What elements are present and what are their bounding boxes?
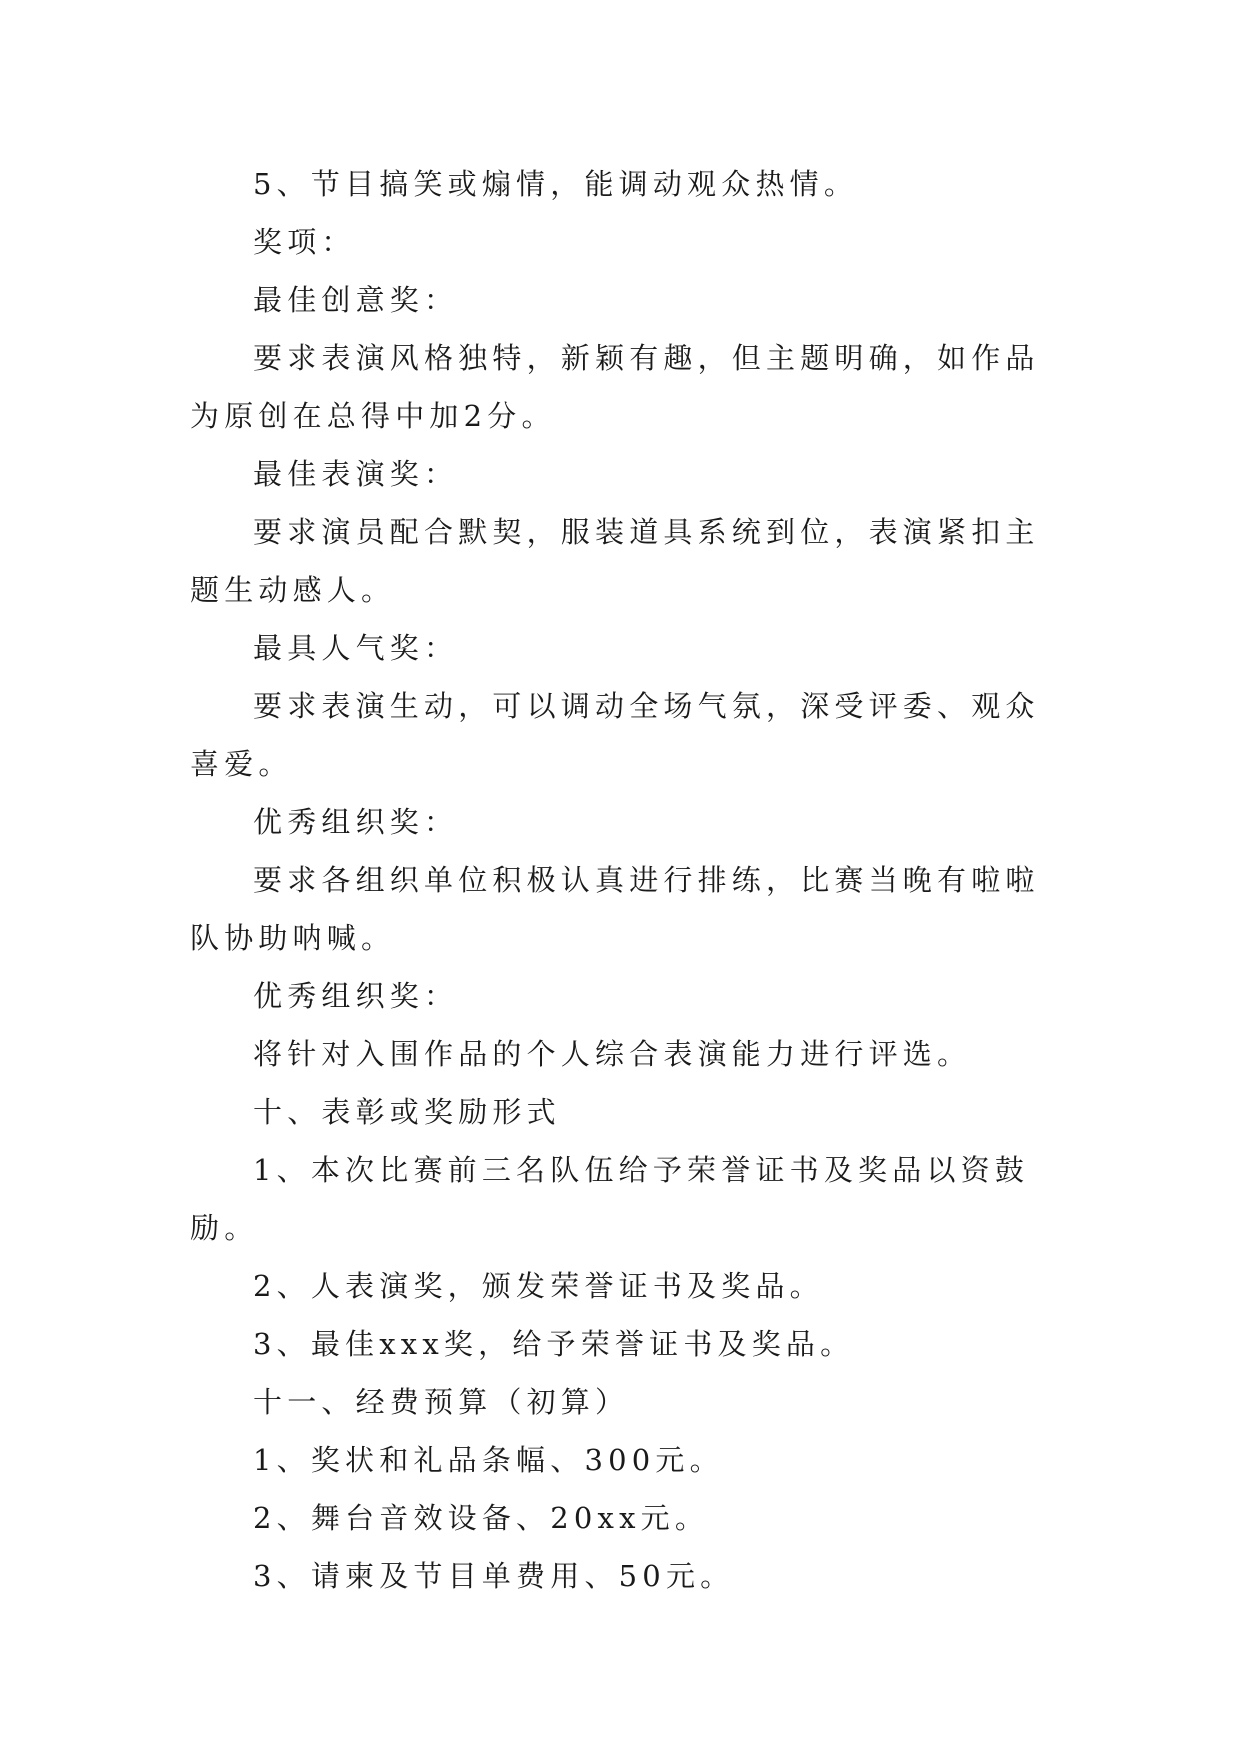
award-title-organization-1: 优秀组织奖： [253, 805, 459, 839]
paragraph-item-5: 5、节目搞笑或煽情，能调动观众热情。 [253, 167, 859, 201]
award-desc-organization-2: 将针对入围作品的个人综合表演能力进行评选。 [253, 1037, 972, 1071]
reward-item-1: 1、本次比赛前三名队伍给予荣誉证书及奖品以资鼓励。 [190, 1153, 1030, 1245]
budget-item-3: 3、请柬及节目单费用、50元。 [253, 1559, 735, 1593]
award-title-best-performance: 最佳表演奖： [253, 457, 459, 491]
budget-item-1: 1、奖状和礼品条幅、300元。 [253, 1443, 724, 1477]
award-title-organization-2: 优秀组织奖： [253, 979, 459, 1013]
document-body [190, 155, 1050, 1605]
award-desc-most-popular: 要求表演生动，可以调动全场气氛，深受评委、观众喜爱。 [190, 689, 1040, 781]
award-desc-organization-1: 要求各组织单位积极认真进行排练，比赛当晚有啦啦队协助呐喊。 [190, 863, 1040, 955]
award-desc-best-creativity: 要求表演风格独特，新颖有趣，但主题明确，如作品为原创在总得中加2分。 [190, 341, 1040, 433]
award-title-most-popular: 最具人气奖： [253, 631, 459, 665]
award-desc-best-performance: 要求演员配合默契，服装道具系统到位，表演紧扣主题生动感人。 [190, 515, 1040, 607]
section-label-awards: 奖项： [253, 225, 356, 259]
reward-item-2: 2、人表演奖，颁发荣誉证书及奖品。 [253, 1269, 824, 1303]
budget-item-2: 2、舞台音效设备、20xx元。 [253, 1501, 710, 1535]
award-title-best-creativity: 最佳创意奖： [253, 283, 459, 317]
section-heading-11: 十一、经费预算（初算） [253, 1385, 630, 1419]
section-heading-10: 十、表彰或奖励形式 [253, 1095, 561, 1129]
reward-item-3: 3、最佳xxx奖，给予荣誉证书及奖品。 [253, 1327, 855, 1361]
